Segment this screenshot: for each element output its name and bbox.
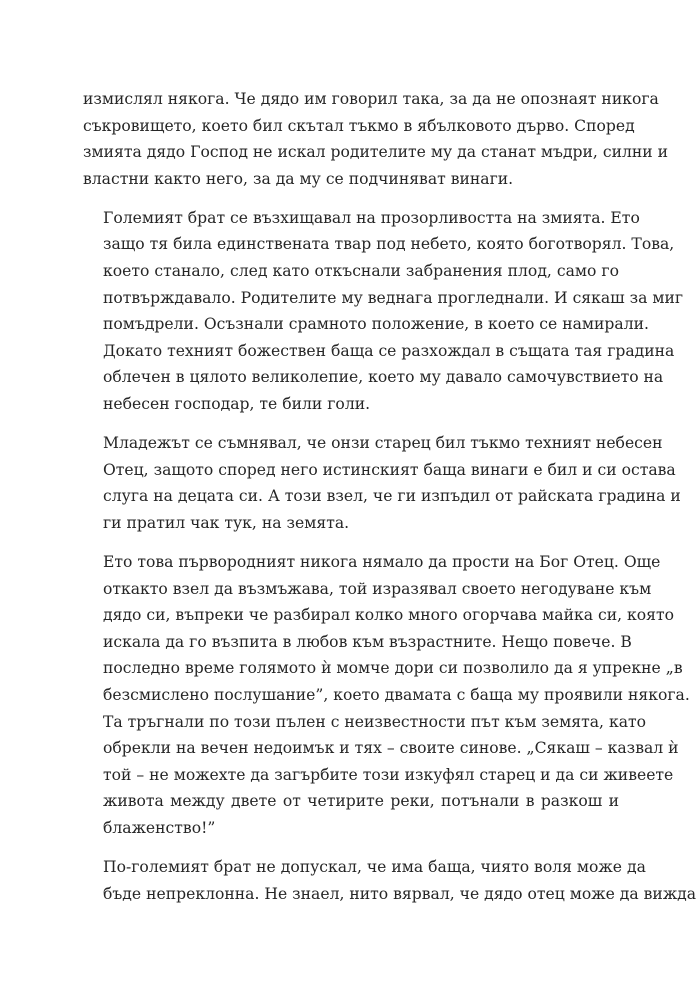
- text-line: змията дядо Господ не искал родителите му да станат мъдри, силни и: [83, 143, 669, 162]
- text-line: властни както него, за да му се подчиняват винаги.: [83, 169, 514, 188]
- text-line: искала да го възпита в любов към възрастните. Нещо повече. В: [103, 632, 632, 651]
- text-line: ги пратил чак тук, на земята.: [103, 513, 350, 532]
- text-line-content: Ето това първородният никога нямало да прости на Бог Отец. Още: [103, 553, 661, 571]
- text-line: слуга на децата си. А този взел, че ги изпъдил от райската градина и: [103, 487, 681, 506]
- text-line: Отец, защото според него истинският баща винаги е бил и си остава: [103, 460, 676, 479]
- page-body-text: [83, 86, 697, 920]
- text-line-content: По-големият брат не допускал, че има баща, чиято воля може да: [103, 858, 646, 877]
- text-line: той – не можехте да загърбите този изкуфял старец и да си живеете: [103, 765, 674, 784]
- text-line: откакто взел да възмъжава, той изразявал своето негодуване към: [103, 579, 652, 598]
- text-line: дядо си, въпреки че разбирал колко много огорчава майка си, която: [103, 606, 674, 625]
- text-line: обрекли на вечен недоимък и тях – своите синове. „Сякаш – казвал ѝ: [103, 739, 679, 758]
- text-line: небесен господар, те били голи.: [103, 395, 371, 414]
- text-line: живота между двете от четирите реки, потънали в разкош и: [103, 792, 619, 811]
- text-line: измислял някога. Че дядо им говорил така, за да не опознаят никога: [83, 90, 659, 108]
- text-line: потвърждавало. Родителите му веднага прогледнали. И сякаш за миг: [103, 288, 684, 307]
- text-line: облечен в цялото великолепие, което му давало самочувствието на: [103, 368, 664, 387]
- text-line-content: Младежът се съмнявал, че онзи старец бил тъкмо техният небесен: [103, 434, 663, 453]
- text-line-content: Големият брат се възхищавал на прозорливостта на змията. Ето: [103, 208, 640, 227]
- text-line: безсмислено послушание”, което двамата с баща му проявили някога.: [103, 685, 690, 704]
- paragraph-1: [83, 86, 669, 192]
- text-line: бъде непреклонна. Не знаел, нито вярвал, че дядо отец може да вижда: [103, 884, 697, 903]
- paragraph-3: [83, 430, 681, 536]
- text-line: Та тръгнали по този пълен с неизвестности път към земята, като: [103, 712, 647, 731]
- paragraph-2: [83, 205, 684, 418]
- text-line: [83, 854, 646, 881]
- text-line: блаженство!”: [103, 818, 216, 837]
- text-line: помъдрели. Осъзнали срамното положение, в което се намирали.: [103, 315, 649, 334]
- text-line: съкровището, което бил скътал тъкмо в ябълковото дърво. Според: [83, 116, 635, 135]
- text-line: [83, 430, 663, 457]
- text-line: [83, 549, 661, 576]
- text-line: последно време голямото ѝ момче дори си позволило да я упрекне „в: [103, 659, 683, 678]
- paragraph-5: [83, 854, 697, 907]
- text-line: защо тя била единствената твар под небето, която боготворял. Това,: [103, 235, 675, 254]
- text-line: което станало, след като откъснали забранения плод, само го: [103, 262, 619, 281]
- text-line: [83, 205, 640, 232]
- paragraph-4: [83, 549, 690, 842]
- text-line: Докато техният божествен баща се разхождал в същата тая градина: [103, 341, 675, 360]
